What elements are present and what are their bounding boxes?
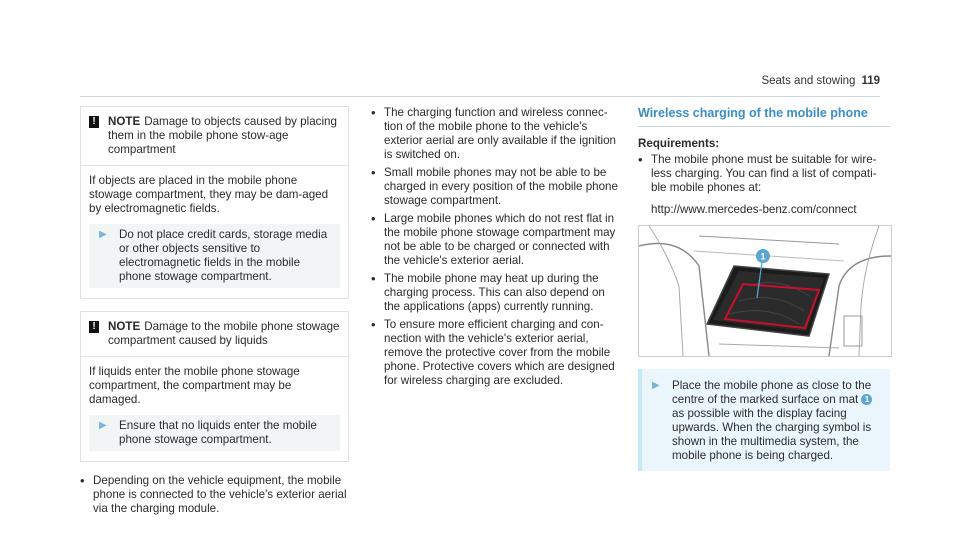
note-header: [81, 312, 348, 357]
step-text: Place the mobile phone as close to the centre of the marked surface on mat 1 as possible with the display facing upwards. When the charging symbol is shown in the multimedia system, the mobile phone is being charged.: [672, 379, 872, 462]
note-box-liquids: [80, 311, 349, 462]
note-text: If objects are placed in the mobile phone stowage compartment, they may be dam-aged by electromagnetic fields.: [89, 174, 329, 215]
warning-icon: !: [89, 321, 99, 333]
bullet-icon: •: [371, 271, 376, 286]
note-body: [81, 357, 348, 461]
column-middle: [371, 106, 621, 392]
bullet-icon: •: [80, 473, 85, 488]
section-title: Wireless charging of the mobile phone: [638, 106, 890, 127]
requirements-label: Requirements:: [638, 137, 720, 150]
note-text: If liquids enter the mobile phone stowage compartment, the compartment may be damaged.: [89, 365, 300, 406]
arrow-right-icon: ▶: [99, 420, 107, 431]
note-title: Damage to the mobile phone stowage compartment caused by liquids: [108, 320, 340, 347]
list-item: • To ensure more efficient charging and con-nection with the vehicle's exterior aerial, remove the protective cover from the mobile phone. Protective covers which are designed for wireless charging are excluded.: [371, 317, 615, 387]
bullet-icon: •: [371, 105, 376, 120]
charging-tray-illustration: [639, 226, 891, 356]
url-link[interactable]: http://www.mercedes-benz.com/connect: [651, 203, 857, 216]
note-label: NOTE: [108, 320, 141, 333]
list-item: • Large mobile phones which do not rest flat in the mobile phone stowage compartment may not be able to be charged or connected with the vehicle's exterior aerial.: [371, 211, 616, 267]
arrow-right-icon: ▶: [99, 229, 107, 240]
running-header: [761, 74, 880, 88]
bullet-icon: •: [371, 317, 376, 332]
action-text: Ensure that no liquids enter the mobile phone stowage compartment.: [119, 419, 317, 446]
list-item: • The mobile phone must be suitable for wire-less charging. You can find a list of compati-ble mobile phones at:: [638, 152, 877, 194]
action-item: [89, 224, 340, 288]
svg-text:1: 1: [760, 251, 766, 262]
note-box-objects: [80, 106, 349, 299]
list-item: • Small mobile phones may not be able to be charged in every position of the mobile phone stowage compartment.: [371, 165, 618, 207]
list-item: • The mobile phone may heat up during the charging process. This can also depend on the applications (apps) currently running.: [371, 271, 605, 313]
header-rule: [80, 96, 880, 97]
requirements-list: [638, 153, 890, 195]
list-item: • The charging function and wireless connec-tion of the mobile phone to the vehicle's exterior aerial are only available if the ignition is switched on.: [371, 105, 617, 161]
warning-icon: !: [89, 116, 99, 128]
bullet-icon: •: [371, 211, 376, 226]
list-item: • Depending on the vehicle equipment, the mobile phone is connected to the vehicle's exterior aerial via the charging module.: [80, 473, 347, 515]
note-header: [81, 107, 348, 166]
arrow-right-icon: ▶: [652, 380, 660, 391]
charging-tray-figure: [638, 225, 892, 357]
bullet-list: [80, 474, 349, 516]
bullet-list: [371, 106, 621, 388]
action-item: [89, 415, 340, 451]
header-section: Seats and stowing: [761, 75, 856, 87]
note-label: NOTE: [108, 115, 141, 128]
page-number: 119: [861, 75, 880, 87]
note-title: Damage to objects caused by placing them in the mobile phone stow-age compartment: [108, 115, 337, 156]
column-left: [80, 106, 349, 520]
bullet-icon: •: [371, 165, 376, 180]
callout-badge: 1: [861, 394, 872, 405]
instruction-step: [638, 369, 890, 471]
note-body: [81, 166, 348, 298]
action-text: Do not place credit cards, storage media or other objects sensitive to electromagnetic fields in the mobile phone stowage compartment.: [119, 228, 328, 283]
column-right: [638, 106, 890, 471]
bullet-icon: •: [638, 152, 643, 167]
